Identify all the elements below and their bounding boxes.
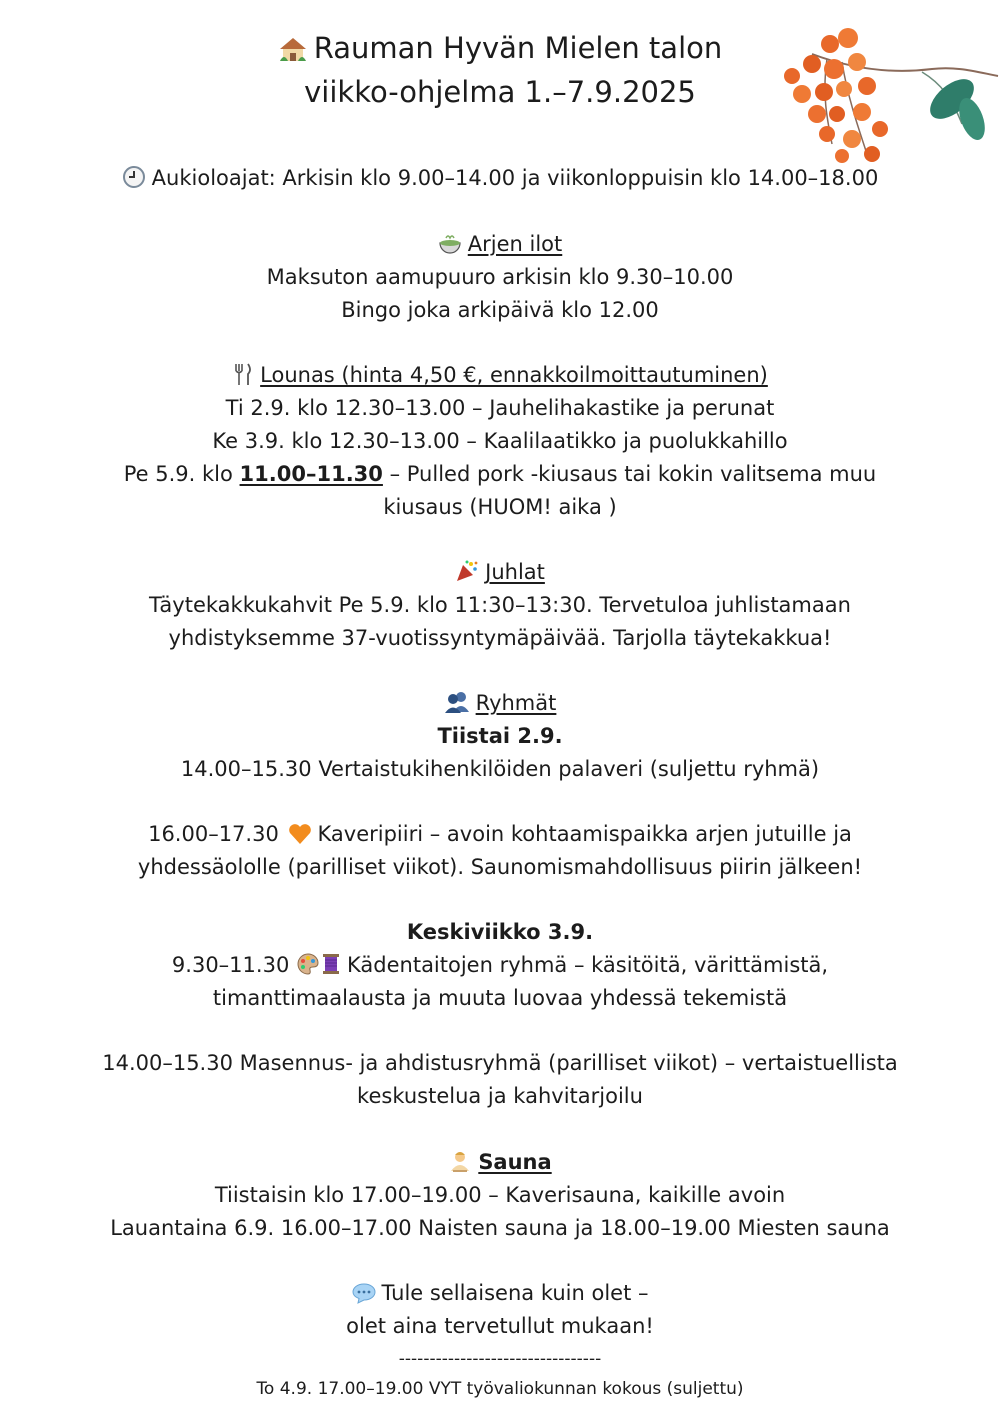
orange-heart-icon <box>288 823 312 845</box>
lounas-item-wednesday: Ke 3.9. klo 12.30–13.00 – Kaalilaatikko ja puolukkahillo <box>212 429 788 453</box>
title-line-2: viikko-ohjelma 1.–7.9.2025 <box>304 75 696 109</box>
opening-hours-text: Aukioloajat: Arkisin klo 9.00–14.00 ja viikonloppuisin klo 14.00–18.00 <box>151 166 879 190</box>
thread-spool-icon <box>321 952 341 976</box>
kadentaidot-text: Kädentaitojen ryhmä – käsitöitä, värittämistä, <box>347 953 829 977</box>
people-icon <box>444 690 470 714</box>
lounas-item-tuesday: Ti 2.9. klo 12.30–13.00 – Jauhelihakastike ja perunat <box>225 396 775 420</box>
palette-icon <box>296 952 320 976</box>
speech-bubble-icon <box>352 1282 376 1304</box>
closing-line-2: olet aina tervetullut mukaan! <box>346 1314 654 1338</box>
kadentaidot-time: 9.30–11.30 <box>171 953 290 977</box>
juhlat-heading <box>0 556 1000 589</box>
wednesday-item-2-line-2: keskustelua ja kahvitarjoilu <box>357 1084 643 1108</box>
closing-text-1: Tule sellaisena kuin olet – <box>381 1281 649 1305</box>
person-in-sauna-icon <box>448 1149 472 1173</box>
footnote: To 4.9. 17.00–19.00 VYT työvaliokunnan kokous (suljettu) <box>256 1379 744 1399</box>
divider: --------------------------------- <box>398 1349 602 1369</box>
arjen-ilot-item-2: Bingo joka arkipäivä klo 12.00 <box>341 298 659 322</box>
lounas-item-friday <box>0 458 1000 491</box>
sauna-heading <box>0 1146 1000 1179</box>
lounas-title: Lounas (hinta 4,50 €, ennakkoilmoittautuminen) <box>260 363 768 387</box>
fork-knife-icon <box>232 362 254 386</box>
closing-line-1 <box>0 1277 1000 1310</box>
kaveripiiri-time: 16.00–17.30 <box>148 822 279 846</box>
wednesday-heading: Keskiviikko 3.9. <box>406 920 594 944</box>
arjen-ilot-heading <box>0 228 1000 261</box>
ryhmat-title: Ryhmät <box>475 691 557 715</box>
tuesday-item-2 <box>0 818 1000 851</box>
arjen-ilot-item-1: Maksuton aamupuuro arkisin klo 9.30–10.00 <box>266 265 734 289</box>
ryhmat-heading <box>0 687 1000 720</box>
sauna-item-2: Lauantaina 6.9. 16.00–17.00 Naisten sauna ja 18.00–19.00 Miesten sauna <box>110 1216 890 1240</box>
house-icon <box>278 36 308 62</box>
lounas-friday-line-2: kiusaus (HUOM! aika ) <box>383 495 617 519</box>
wednesday-item-1 <box>0 949 1000 982</box>
tuesday-heading: Tiistai 2.9. <box>437 724 563 748</box>
juhlat-line-1: Täytekakkukahvit Pe 5.9. klo 11:30–13:30. Tervetuloa juhlistamaan <box>149 593 851 617</box>
arjen-ilot-title: Arjen ilot <box>467 232 563 256</box>
juhlat-line-2: yhdistyksemme 37-vuotissyntymäpäivää. Tarjolla täytekakkua! <box>168 626 832 650</box>
kaveripiiri-text: Kaveripiiri – avoin kohtaamispaikka arjen jutuille ja <box>317 822 852 846</box>
lounas-friday-time: 11.00–11.30 <box>239 462 383 486</box>
wednesday-item-2: 14.00–15.30 Masennus- ja ahdistusryhmä (parilliset viikot) – vertaistuellista <box>102 1051 898 1075</box>
lounas-heading <box>0 359 1000 392</box>
wednesday-item-1-line-2: timanttimaalausta ja muuta luovaa yhdessä tekemistä <box>212 986 788 1010</box>
title-text-1: Rauman Hyvän Mielen talon <box>313 31 723 65</box>
title-line-1 <box>0 26 1000 70</box>
lounas-friday-prefix: Pe 5.9. klo <box>123 462 240 486</box>
opening-hours <box>0 162 1000 195</box>
lounas-friday-rest: – Pulled pork -kiusaus tai kokin valitsema muu <box>382 462 877 486</box>
clock-icon <box>122 165 146 189</box>
sauna-item-1: Tiistaisin klo 17.00–19.00 – Kaverisauna, kaikille avoin <box>214 1183 786 1207</box>
juhlat-title: Juhlat <box>485 560 545 584</box>
porridge-bowl-icon <box>438 231 462 255</box>
tuesday-item-1: 14.00–15.30 Vertaistukihenkilöiden palaveri (suljettu ryhmä) <box>180 757 820 781</box>
party-popper-icon <box>455 559 479 583</box>
tuesday-item-2-line-2: yhdessäololle (parilliset viikot). Saunomismahdollisuus piirin jälkeen! <box>137 855 863 879</box>
sauna-title: Sauna <box>478 1150 552 1174</box>
